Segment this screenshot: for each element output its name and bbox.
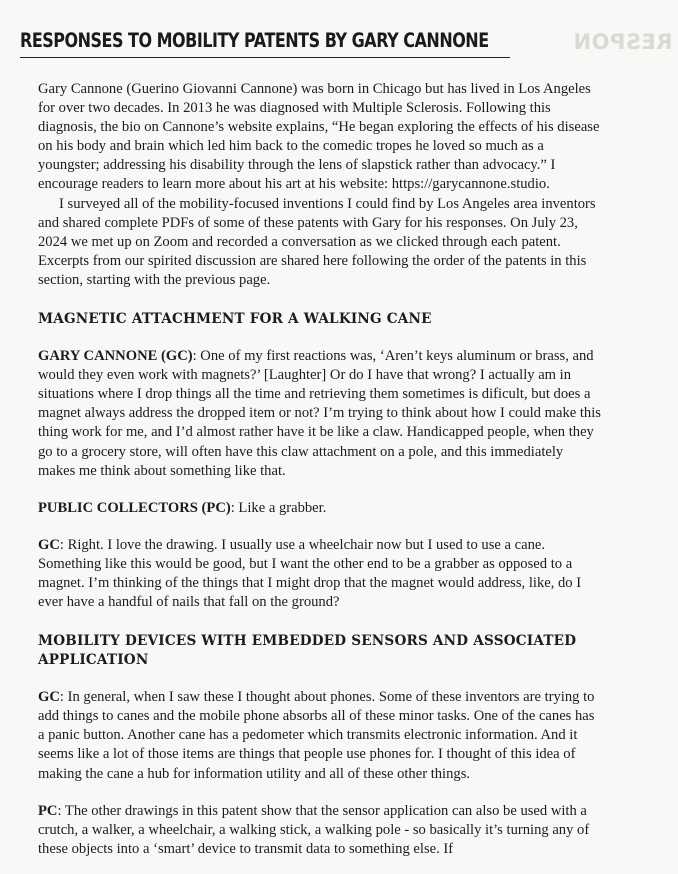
exchange-text: : In general, when I saw these I thought about phones. Some of these inventors are trying to add things to canes and the mobile phone absorbs all of these minor tasks. One of the canes has a panic button. Another cane has a pedometer which transmits electronic information. And it seems like a lot of those items are things that people use phones for. I thought of this idea of making the cane a hub for information utility and all of these other things. [38, 689, 595, 782]
article-body [38, 80, 602, 859]
show-through-text: RESPON [572, 30, 672, 54]
interview-exchange [38, 347, 602, 481]
title-underline [20, 57, 510, 58]
exchange-text: : The other drawings in this patent show that the sensor application can also be used with a crutch, a walker, a wheelchair, a walking stick, a walking pole - so basically it’s turning any of these objects into a ‘smart’ device to transmit data to something else. If [38, 802, 590, 857]
speaker-label: PUBLIC COLLECTORS (PC) [38, 499, 231, 516]
interview-exchange [38, 499, 602, 518]
interview-exchange [38, 688, 602, 783]
exchange-text: : Right. I love the drawing. I usually use a wheelchair now but I used to use a cane. Something like this would be good, but I want the other end to be a grabber as opposed to a magnet. I’m thinking of the things that I might drop that the magnet would address, like, do I ever have a handful of nails that fall on the ground? [38, 536, 582, 611]
speaker-label: GC [38, 689, 60, 706]
interview-exchange [38, 802, 602, 859]
exchange-text: : Like a grabber. [230, 499, 327, 516]
section-heading: MAGNETIC ATTACHMENT FOR A WALKING CANE [38, 311, 432, 328]
speaker-label: GARY CANNONE (GC) [38, 348, 193, 365]
page-title: RESPONSES TO MOBILITY PATENTS BY GARY CANNONE [20, 29, 489, 52]
interview-exchange [38, 536, 602, 612]
exchange-text: : One of my first reactions was, ‘Aren’t keys aluminum or brass, and would they even work with magnets?’ [Laughter] Or do I have that wrong? I actually am in situations where I drop things all the time and retrieving them sometimes is dificult, but does a magnet always address the dropped item or not? I’m trying to think about how I could make this thing work for me, and I’d almost rather have it be like a claw. Handicapped people, when they go to a grocery store, will often have this claw attachment on a pole, and this immediately makes me think about something like that. [38, 348, 601, 479]
intro-paragraph: I surveyed all of the mobility-focused inventions I could find by Los Angeles area inventors and shared complete PDFs of some of these patents with Gary for his responses. On July 23, 2024 we met up on Zoom and recorded a conversation as we clicked through each patent. Excerpts from our spirited discussion are shared here following the order of the patents in this section, starting with the previous page. [38, 195, 596, 288]
intro-paragraph: Gary Cannone (Guerino Giovanni Cannone) was born in Chicago but has lived in Los Angeles for over two decades. In 2013 he was diagnosed with Multiple Sclerosis. Following this diagnosis, the bio on Cannone’s website explains, “He began exploring the effects of his disease on his body and brain which led him back to the comedic tropes he loved so much as a youngster; addressing his disability through the lens of slapstick rather than advocacy.” I encourage readers to learn more about his art at his website: https://garycannone.studio. [38, 81, 600, 193]
section-heading: MOBILITY DEVICES WITH EMBEDDED SENSORS AND ASSOCIATED APPLICATION [38, 633, 577, 669]
speaker-label: GC [38, 536, 60, 553]
speaker-label: PC [38, 802, 58, 819]
